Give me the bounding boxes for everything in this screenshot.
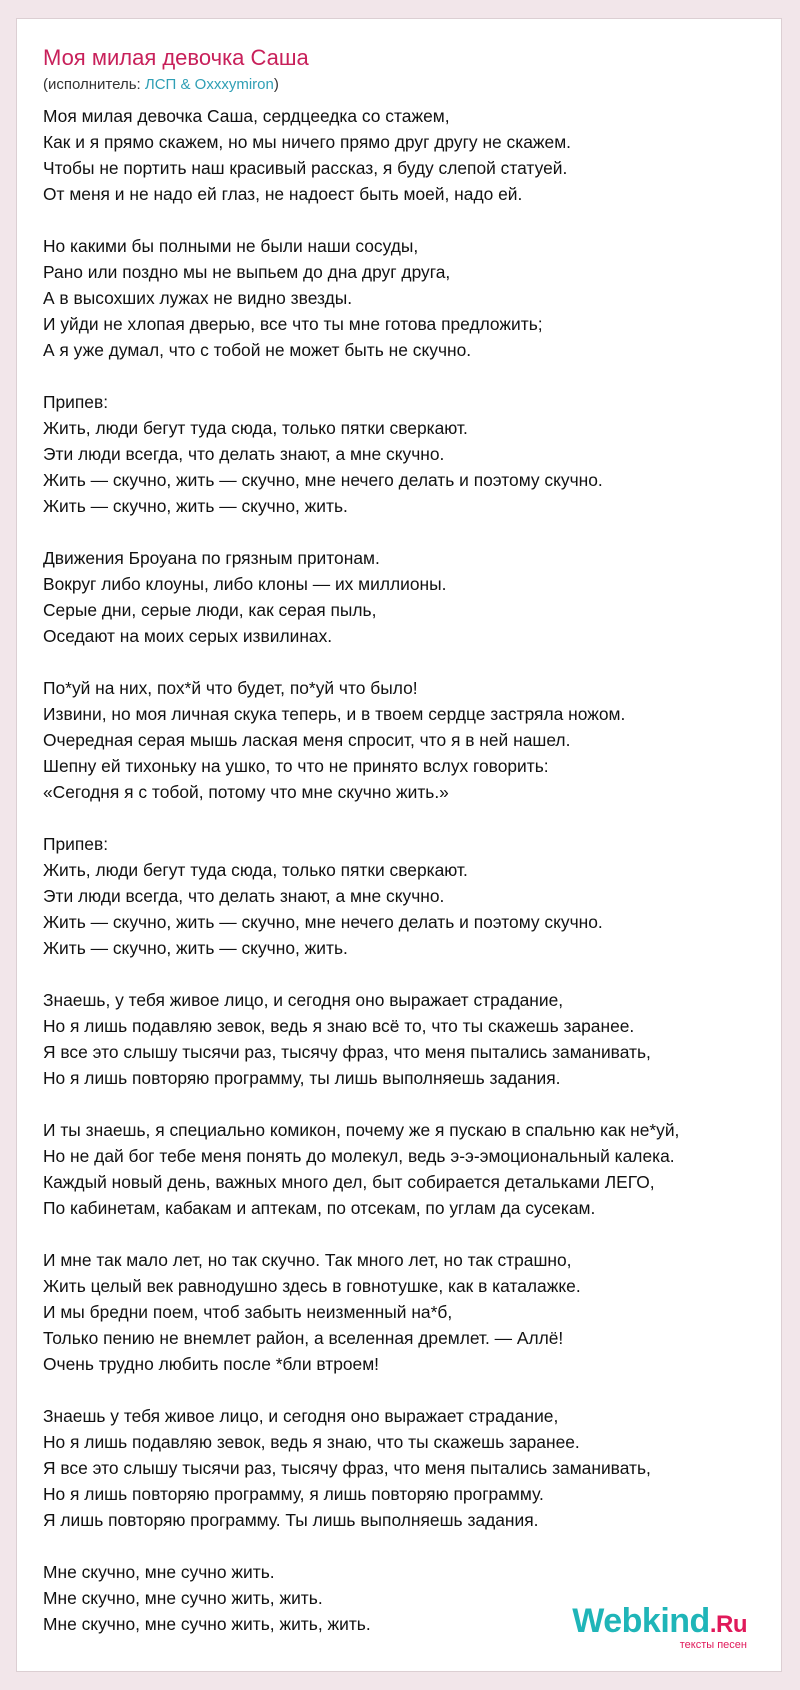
lyric-line: «Сегодня я с тобой, потому что мне скучно жить.» [43, 782, 449, 802]
lyric-line: Я все это слышу тысячи раз, тысячу фраз, что меня пытались заманивать, [43, 1042, 651, 1062]
lyric-line: Жить — скучно, жить — скучно, мне нечего делать и поэтому скучно. [43, 912, 603, 932]
lyric-line: Но я лишь повторяю программу, я лишь повторяю программу. [43, 1484, 544, 1504]
lyric-line: Жить, люди бегут туда сюда, только пятки сверкают. [43, 860, 468, 880]
lyric-line: Мне скучно, мне сучно жить, жить. [43, 1588, 323, 1608]
lyric-line: Жить — скучно, жить — скучно, жить. [43, 938, 348, 958]
stanza [43, 831, 783, 961]
lyric-line: Серые дни, серые люди, как серая пыль, [43, 600, 377, 620]
stanza [43, 545, 783, 649]
lyric-line: И мы бредни поем, чтоб забыть неизменный на*б, [43, 1302, 453, 1322]
lyric-line: Движения Броуана по грязным притонам. [43, 548, 380, 568]
lyric-line: Оседают на моих серых извилинах. [43, 626, 333, 646]
lyric-line: Каждый новый день, важных много дел, быт собирается детальками ЛЕГО, [43, 1172, 655, 1192]
stanza [43, 1247, 783, 1377]
lyric-line: Эти люди всегда, что делать знают, а мне скучно. [43, 886, 445, 906]
lyric-line: Моя милая девочка Саша, сердцеедка со стажем, [43, 106, 450, 126]
lyric-line: Вокруг либо клоуны, либо клоны — их миллионы. [43, 574, 447, 594]
lyric-line: Мне скучно, мне сучно жить. [43, 1562, 275, 1582]
logo-wordmark [572, 1604, 747, 1638]
webkind-logo[interactable] [572, 1604, 747, 1651]
artist-suffix: ) [273, 76, 279, 93]
lyric-line: Но я лишь подавляю зевок, ведь я знаю всё то, что ты скажешь заранее. [43, 1016, 635, 1036]
lyric-line: Жить целый век равнодушно здесь в говнотушке, как в каталажке. [43, 1276, 581, 1296]
lyric-line: Очень трудно любить после *бли втроем! [43, 1354, 379, 1374]
artist-line [43, 74, 279, 95]
lyric-line: Припев: [43, 834, 109, 854]
lyric-line: А я уже думал, что с тобой не может быть не скучно. [43, 340, 472, 360]
lyric-line: Мне скучно, мне сучно жить, жить, жить. [43, 1614, 371, 1634]
lyric-line: Жить — скучно, жить — скучно, жить. [43, 496, 348, 516]
lyric-line: А в высохших лужах не видно звезды. [43, 288, 353, 308]
lyric-line: Но не дай бог тебе меня понять до молекул, ведь э-э-эмоциональный калека. [43, 1146, 675, 1166]
lyric-line: Знаешь, у тебя живое лицо, и сегодня оно выражает страдание, [43, 990, 564, 1010]
lyric-line: Припев: [43, 392, 109, 412]
lyrics-body [43, 103, 783, 1663]
lyric-line: Но я лишь подавляю зевок, ведь я знаю, что ты скажешь заранее. [43, 1432, 580, 1452]
stanza [43, 1117, 783, 1221]
lyric-line: И уйди не хлопая дверью, все что ты мне готова предложить; [43, 314, 543, 334]
lyrics-page [16, 18, 782, 1672]
stanza [43, 103, 783, 207]
song-title: Моя милая девочка Саша [43, 45, 309, 70]
artist-prefix: (исполнитель: [43, 76, 145, 93]
lyric-line: Я все это слышу тысячи раз, тысячу фраз, что меня пытались заманивать, [43, 1458, 651, 1478]
lyric-line: Эти люди всегда, что делать знают, а мне скучно. [43, 444, 445, 464]
logo-tagline: тексты песен [679, 1639, 747, 1651]
lyric-line: Жить, люди бегут туда сюда, только пятки сверкают. [43, 418, 468, 438]
stanza [43, 675, 783, 805]
stanza [43, 389, 783, 519]
lyric-line: Но какими бы полными не были наши сосуды, [43, 236, 419, 256]
lyric-line: По кабинетам, кабакам и аптекам, по отсекам, по углам да сусекам. [43, 1198, 596, 1218]
lyric-line: Шепну ей тихоньку на ушко, то что не принято вслух говорить: [43, 756, 549, 776]
lyric-line: И мне так мало лет, но так скучно. Так много лет, но так страшно, [43, 1250, 572, 1270]
lyric-line: Как и я прямо скажем, но мы ничего прямо друг другу не скажем. [43, 132, 572, 152]
artist-link[interactable]: ЛСП & Oxxxymiron [144, 76, 274, 93]
lyric-line: Только пению не внемлет район, а вселенная дремлет. — Аллё! [43, 1328, 564, 1348]
stanza [43, 233, 783, 363]
lyric-line: Но я лишь повторяю программу, ты лишь выполняешь задания. [43, 1068, 561, 1088]
lyric-line: Рано или поздно мы не выпьем до дна друг друга, [43, 262, 451, 282]
lyric-line: Я лишь повторяю программу. Ты лишь выполняешь задания. [43, 1510, 539, 1530]
lyric-line: Чтобы не портить наш красивый рассказ, я буду слепой статуей. [43, 158, 568, 178]
stanza [43, 1403, 783, 1533]
lyric-line: Очередная серая мышь лаская меня спросит, что я в ней нашел. [43, 730, 571, 750]
logo-main-text: Webkind [572, 1602, 710, 1640]
lyric-line: Извини, но моя личная скука теперь, и в твоем сердце застряла ножом. [43, 704, 626, 724]
lyric-line: И ты знаешь, я специально комикон, почему же я пускаю в спальню как не*уй, [43, 1120, 680, 1140]
lyric-line: По*уй на них, пох*й что будет, по*уй что было! [43, 678, 418, 698]
lyric-line: От меня и не надо ей глаз, не надоест быть моей, надо ей. [43, 184, 523, 204]
logo-tld: .Ru [709, 1611, 747, 1638]
lyric-line: Жить — скучно, жить — скучно, мне нечего делать и поэтому скучно. [43, 470, 603, 490]
stanza [43, 987, 783, 1091]
lyric-line: Знаешь у тебя живое лицо, и сегодня оно выражает страдание, [43, 1406, 559, 1426]
